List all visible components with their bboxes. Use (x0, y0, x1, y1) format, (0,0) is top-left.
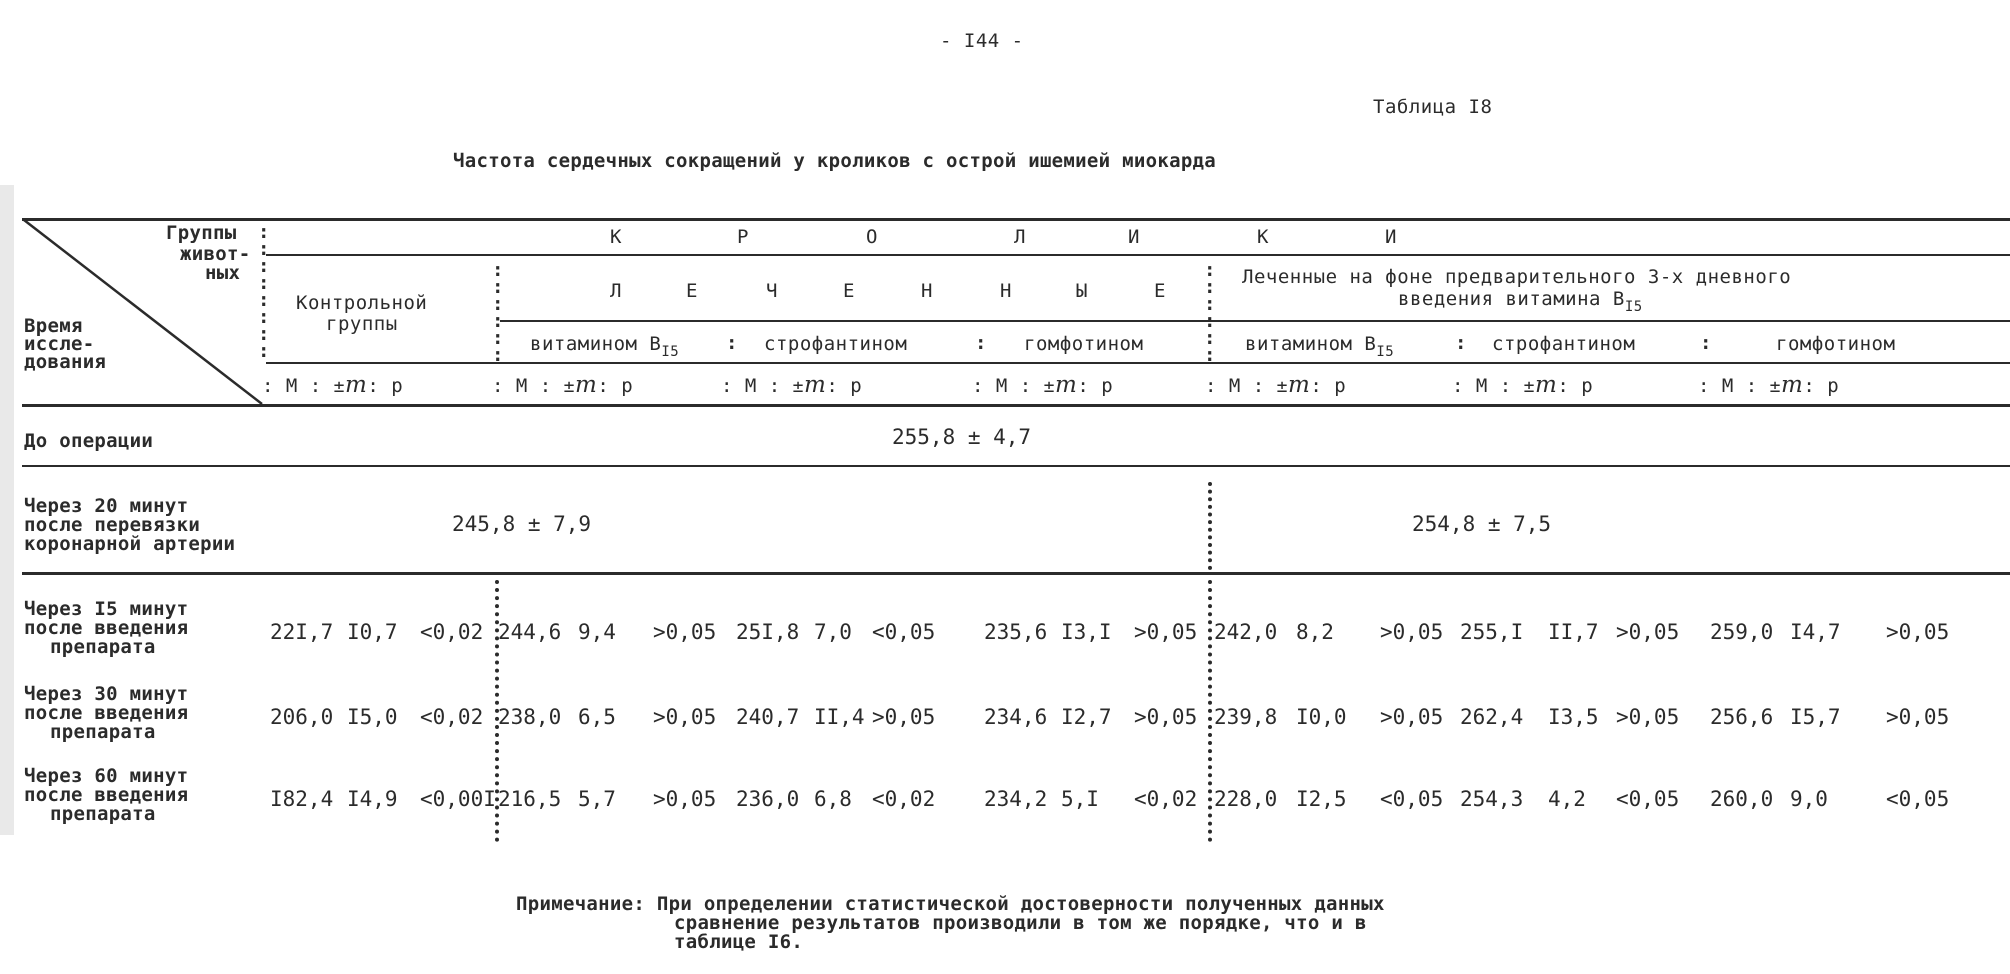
dotted-separator (1208, 482, 1212, 570)
rule-before (22, 465, 2010, 467)
stat-header-gomph: : М : ±m: р (972, 372, 1114, 398)
table-cell-M: 239,8 (1214, 705, 1278, 729)
row-label-after20-3: коронарной артерии (24, 533, 236, 555)
table-cell-p: >0,05 (1380, 620, 1444, 644)
pretreated-label-1: Леченные на фоне предварительного 3-х дневного (1242, 266, 1792, 288)
table-cell-M: 259,0 (1710, 620, 1774, 644)
table-cell-M: 234,2 (984, 787, 1048, 811)
table-cell-M: 240,7 (736, 705, 800, 729)
table-cell-p: <0,05 (1616, 787, 1680, 811)
control-group-label-2: группы (326, 313, 398, 335)
drug-vitamin-1: витамином $B_{I5}$ (530, 333, 680, 360)
table-cell-m: I3,5 (1548, 705, 1599, 729)
corner-groups-3: ных (205, 262, 241, 284)
table-cell-m: 9,4 (578, 620, 616, 644)
table-cell-p: >0,05 (1886, 620, 1950, 644)
table-cell-m: 9,0 (1790, 787, 1828, 811)
dotted-separator (1208, 580, 1212, 842)
header-separator: : (1455, 332, 1467, 354)
header-separator: : : : : : : : : (258, 221, 270, 362)
row-label-after20-2: после перевязки (24, 514, 201, 536)
table-cell-M: 255,I (1460, 620, 1524, 644)
rule-treated (500, 320, 2010, 322)
value-after20-right: 254,8 ± 7,5 (1412, 512, 1552, 536)
corner-time-2: иссле- (24, 333, 95, 355)
corner-groups-2: живот- (180, 243, 251, 265)
table-cell-m: 5,I (1061, 787, 1099, 811)
table-cell-m: 7,0 (814, 620, 852, 644)
table-cell-m: I0,7 (347, 620, 398, 644)
page-number: - I44 - (940, 30, 1024, 52)
rule-stats (266, 362, 2010, 364)
table-cell-m: I5,0 (347, 705, 398, 729)
table-cell-p: <0,02 (420, 620, 484, 644)
table-cell-p: >0,05 (1134, 620, 1198, 644)
stat-header-stroph-2: : М : ±m: р (1452, 372, 1594, 398)
table-cell-p: >0,05 (653, 705, 717, 729)
scan-margin-shade (0, 185, 14, 835)
treated-letter: Е (1154, 280, 1166, 302)
rule-after20 (22, 572, 2010, 575)
table-cell-M: 242,0 (1214, 620, 1278, 644)
table-cell-m: I2,7 (1061, 705, 1112, 729)
corner-time-3: дования (24, 351, 107, 373)
treated-letter: Н (1000, 280, 1012, 302)
corner-time-1: Время (24, 315, 83, 337)
stat-header-control: : М : ±m: р (262, 372, 404, 398)
stat-header-stroph: : М : ±m: р (721, 372, 863, 398)
table-cell-M: 234,6 (984, 705, 1048, 729)
drug-gomph-2: гомфотином (1776, 333, 1896, 355)
table-cell-M: 256,6 (1710, 705, 1774, 729)
table-cell-p: >0,05 (1616, 620, 1680, 644)
rule-top (22, 218, 2010, 221)
row-label-line: препарата (50, 803, 156, 825)
pretreated-label-2: введения витамина $B_{I5}$ (1398, 288, 1643, 315)
stat-header-gomph-2: : М : ±m: р (1698, 372, 1840, 398)
row-label-after20-1: Через 20 минут (24, 495, 189, 517)
table-cell-m: 4,2 (1548, 787, 1586, 811)
header-separator: : (1700, 332, 1712, 354)
table-cell-p: <0,02 (1134, 787, 1198, 811)
rabbits-letter: О (866, 226, 878, 248)
value-after20-left: 245,8 ± 7,9 (452, 512, 592, 536)
note-line-1: Примечание: При определении статистической достоверности полученных данных (516, 893, 1385, 915)
table-title: Частота сердечных сокращений у кроликов с острой ишемией миокарда (453, 150, 1217, 172)
table-cell-M: 216,5 (498, 787, 562, 811)
stat-header-vitamin: : М : ±m: р (492, 372, 634, 398)
table-cell-M: 238,0 (498, 705, 562, 729)
drug-stroph-1: строфантином (764, 333, 908, 355)
row-label-line: после введения (24, 702, 189, 724)
table-cell-m: I4,9 (347, 787, 398, 811)
treated-letter: Е (686, 280, 698, 302)
table-cell-M: 244,6 (498, 620, 562, 644)
table-cell-m: II,4 (814, 705, 865, 729)
rule-header-bottom (22, 404, 2010, 407)
table-cell-m: I3,I (1061, 620, 1112, 644)
rule-rabbits (266, 254, 2010, 256)
table-cell-M: 25I,8 (736, 620, 800, 644)
header-separator: : : : : : : (492, 259, 504, 366)
table-cell-p: >0,05 (1886, 705, 1950, 729)
table-cell-M: 206,0 (270, 705, 334, 729)
row-label-line: препарата (50, 721, 156, 743)
table-cell-p: >0,05 (653, 787, 717, 811)
table-cell-p: >0,05 (872, 705, 936, 729)
table-cell-m: I2,5 (1296, 787, 1347, 811)
table-cell-M: 254,3 (1460, 787, 1524, 811)
table-cell-M: 235,6 (984, 620, 1048, 644)
row-label-line: после введения (24, 784, 189, 806)
table-cell-M: 236,0 (736, 787, 800, 811)
treated-letter: Л (610, 280, 622, 302)
table-cell-p: <0,05 (872, 620, 936, 644)
rabbits-letter: К (1257, 226, 1269, 248)
table-cell-p: >0,05 (1380, 705, 1444, 729)
note-line-3: таблице I6. (674, 931, 804, 953)
table-cell-m: 6,8 (814, 787, 852, 811)
table-cell-p: <0,05 (1380, 787, 1444, 811)
table-cell-p: >0,05 (653, 620, 717, 644)
control-group-label-1: Контрольной (296, 292, 428, 314)
table-cell-p: >0,05 (1616, 705, 1680, 729)
table-cell-M: 260,0 (1710, 787, 1774, 811)
table-cell-M: 22I,7 (270, 620, 334, 644)
table-label: Таблица I8 (1373, 96, 1493, 118)
table-cell-p: <0,00I (420, 787, 496, 811)
table-cell-m: 6,5 (578, 705, 616, 729)
drug-stroph-2: строфантином (1492, 333, 1636, 355)
rabbits-letter: Р (737, 226, 749, 248)
table-cell-p: <0,02 (872, 787, 936, 811)
rabbits-letter: Л (1014, 226, 1026, 248)
value-before: 255,8 ± 4,7 (892, 425, 1032, 449)
row-label-before: До операции (24, 430, 154, 452)
table-cell-m: II,7 (1548, 620, 1599, 644)
rabbits-letter: К (610, 226, 622, 248)
row-label-line: Через 60 минут (24, 765, 189, 787)
table-cell-M: 228,0 (1214, 787, 1278, 811)
table-cell-m: I0,0 (1296, 705, 1347, 729)
corner-groups-1: Группы (166, 222, 237, 244)
header-separator: : (975, 332, 987, 354)
table-cell-M: I82,4 (270, 787, 334, 811)
treated-letter: Е (843, 280, 855, 302)
header-separator: : : : : : : (1204, 259, 1216, 366)
row-label-line: Через 30 минут (24, 683, 189, 705)
rabbits-letter: И (1385, 226, 1397, 248)
header-separator: : (726, 332, 738, 354)
treated-letter: Ы (1076, 280, 1088, 302)
row-label-line: Через I5 минут (24, 598, 189, 620)
table-cell-m: I4,7 (1790, 620, 1841, 644)
table-cell-M: 262,4 (1460, 705, 1524, 729)
treated-letter: Н (921, 280, 933, 302)
table-cell-m: 8,2 (1296, 620, 1334, 644)
table-cell-m: I5,7 (1790, 705, 1841, 729)
rabbits-letter: И (1128, 226, 1140, 248)
row-label-line: после введения (24, 617, 189, 639)
table-cell-p: <0,02 (420, 705, 484, 729)
stat-header-vitamin-2: : М : ±m: р (1205, 372, 1347, 398)
drug-gomph-1: гомфотином (1024, 333, 1144, 355)
treated-letter: Ч (766, 280, 778, 302)
table-cell-m: 5,7 (578, 787, 616, 811)
note-line-2: сравнение результатов производили в том же порядке, что и в (674, 912, 1367, 934)
table-cell-p: >0,05 (1134, 705, 1198, 729)
table-cell-p: <0,05 (1886, 787, 1950, 811)
drug-vitamin-2: витамином $B_{I5}$ (1245, 333, 1395, 360)
row-label-line: препарата (50, 636, 156, 658)
